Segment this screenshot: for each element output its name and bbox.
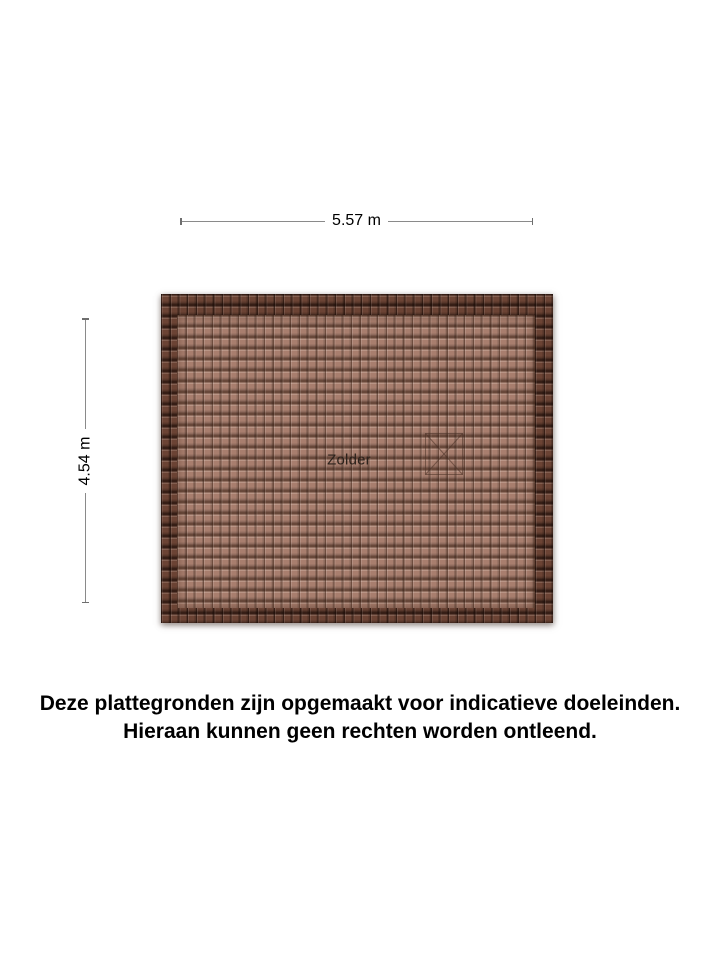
- dimension-line: [182, 221, 326, 222]
- dimension-tick-bottom: [82, 602, 89, 604]
- dimension-line: [85, 493, 86, 602]
- dimension-line: [388, 221, 532, 222]
- room-label: Zolder: [327, 451, 371, 469]
- roof-window-icon: [425, 433, 463, 475]
- dimension-tick-right: [532, 218, 534, 225]
- disclaimer-line-1: Deze plattegronden zijn opgemaakt voor indicatieve doeleinden.: [39, 692, 681, 715]
- disclaimer-line-2: Hieraan kunnen geen rechten worden ontleend.: [123, 720, 597, 743]
- roof-plan: [161, 294, 553, 623]
- skylight-marker: [425, 433, 463, 475]
- width-dimension-label: 5.57 m: [332, 212, 381, 229]
- height-dimension: [77, 318, 94, 603]
- disclaimer: [0, 690, 720, 746]
- height-dimension-label: 4.54 m: [76, 436, 94, 485]
- width-dimension: [180, 211, 533, 231]
- dimension-line: [85, 320, 86, 429]
